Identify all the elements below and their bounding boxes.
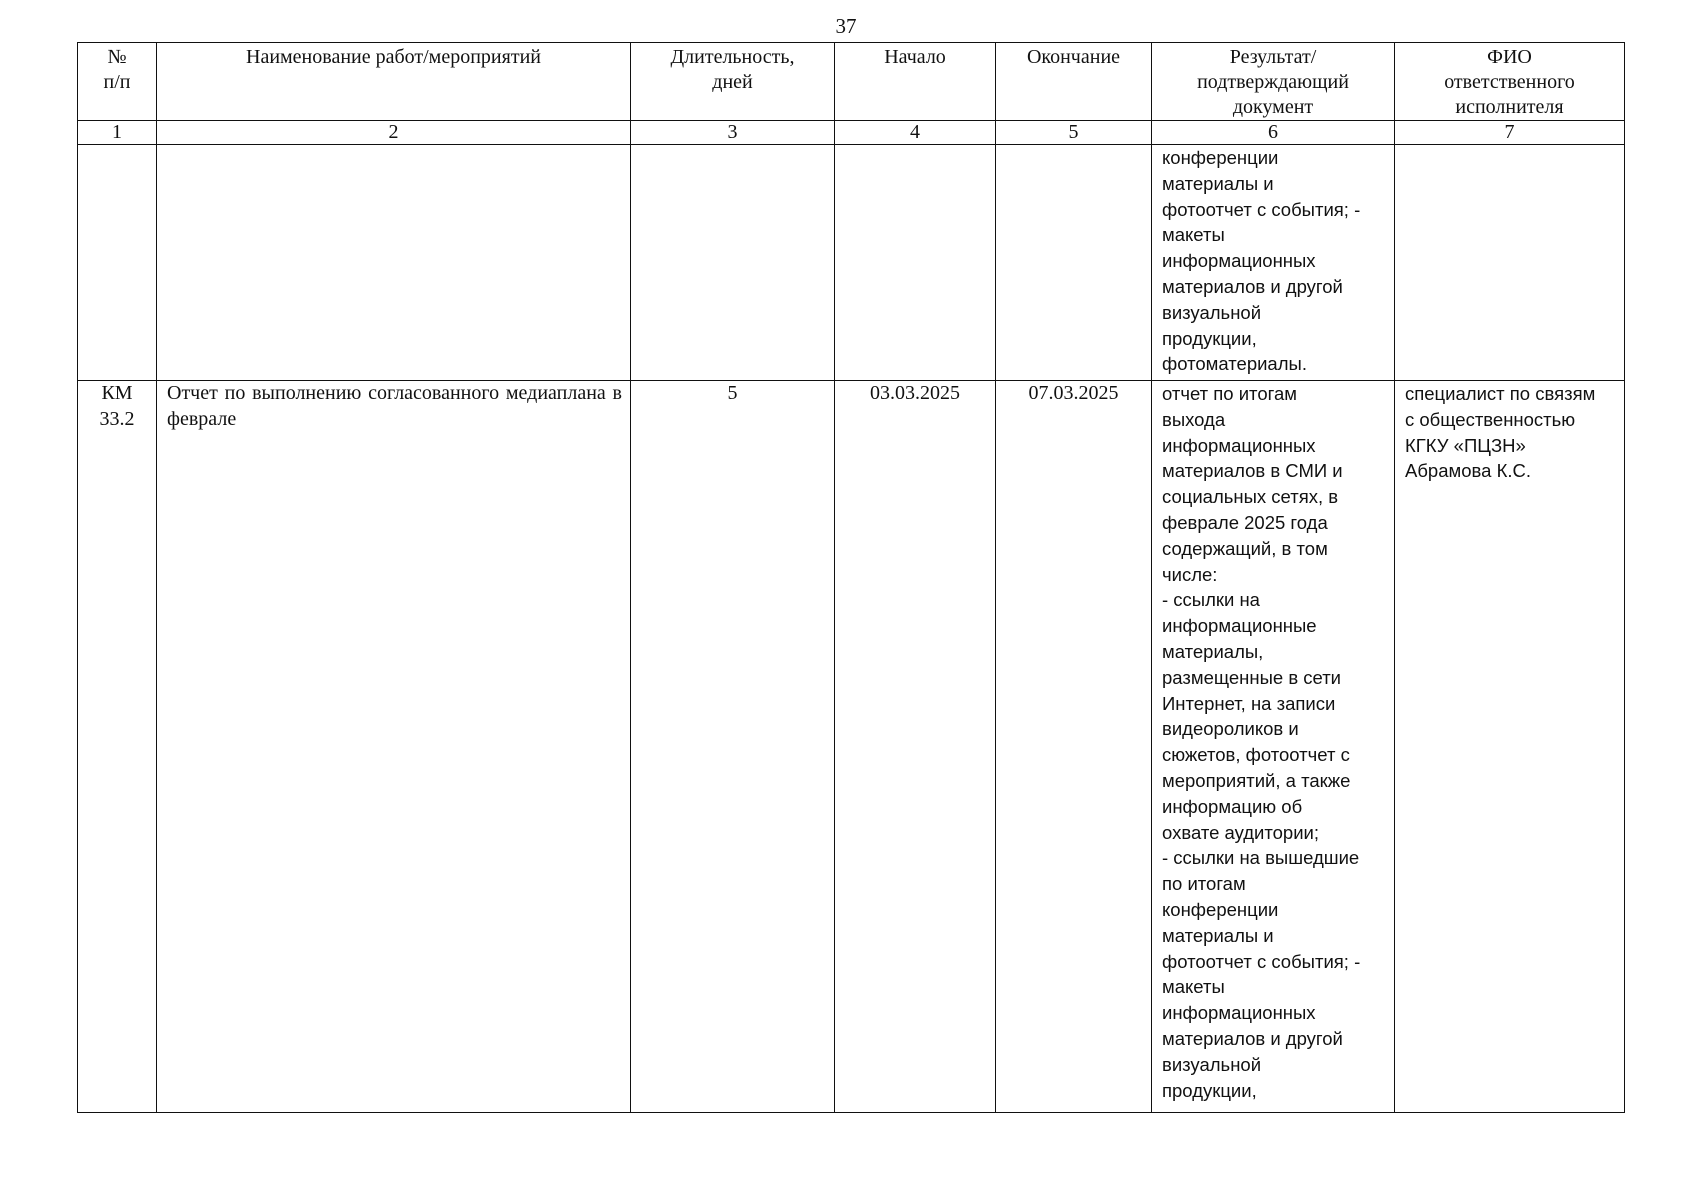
- row-end-cell: 07.03.2025: [996, 381, 1152, 1113]
- column-number: 6: [1152, 121, 1395, 145]
- row-responsible-cell: [1395, 145, 1625, 381]
- column-number: 3: [631, 121, 835, 145]
- column-number-row: [78, 121, 1625, 145]
- header-number: № п/п: [78, 43, 157, 121]
- row-duration-cell: 5: [631, 381, 835, 1113]
- header-row: [78, 43, 1625, 121]
- column-number: 5: [996, 121, 1152, 145]
- column-number: 1: [78, 121, 157, 145]
- header-duration: Длительность, дней: [631, 43, 835, 121]
- column-number: 4: [835, 121, 996, 145]
- header-name: Наименование работ/мероприятий: [157, 43, 631, 121]
- row-end-cell: [996, 145, 1152, 381]
- row-duration-cell: [631, 145, 835, 381]
- header-end: Окончание: [996, 43, 1152, 121]
- header-start: Начало: [835, 43, 996, 121]
- table-row: [78, 381, 1625, 1113]
- header-result: Результат/ подтверждающий документ: [1152, 43, 1395, 121]
- row-responsible-cell: специалист по связям с общественностью КГКУ «ПЦЗН» Абрамова К.С.: [1395, 381, 1625, 1113]
- page-number: 37: [835, 14, 857, 38]
- row-number-cell: [78, 145, 157, 381]
- work-plan-table: [77, 42, 1625, 1113]
- table-row: [78, 145, 1625, 381]
- row-name-cell: [157, 145, 631, 381]
- row-start-cell: 03.03.2025: [835, 381, 996, 1113]
- row-name-cell: Отчет по выполнению согласованного медиаплана в феврале: [157, 381, 631, 1113]
- row-start-cell: [835, 145, 996, 381]
- row-result-cell: конференции материалы и фотоотчет с события; - макеты информационных материалов и другой визуальной продукции, фотоматериалы.: [1152, 145, 1395, 381]
- column-number: 7: [1395, 121, 1625, 145]
- row-number-cell: КМ 33.2: [78, 381, 157, 1113]
- row-result-cell: отчет по итогам выхода информационных материалов в СМИ и социальных сетях, в феврале 2025 года содержащий, в том числе: - ссылки на информационные материалы, размещенные в сети Интернет, на записи видеороликов и сюжетов, фотоотчет с мероприятий, а также информацию об охвате аудитории; - ссылки на вышедшие по итогам конференции материалы и фотоотчет с события; - макеты информационных материалов и другой визуальной продукции,: [1152, 381, 1395, 1113]
- header-responsible: ФИО ответственного исполнителя: [1395, 43, 1625, 121]
- column-number: 2: [157, 121, 631, 145]
